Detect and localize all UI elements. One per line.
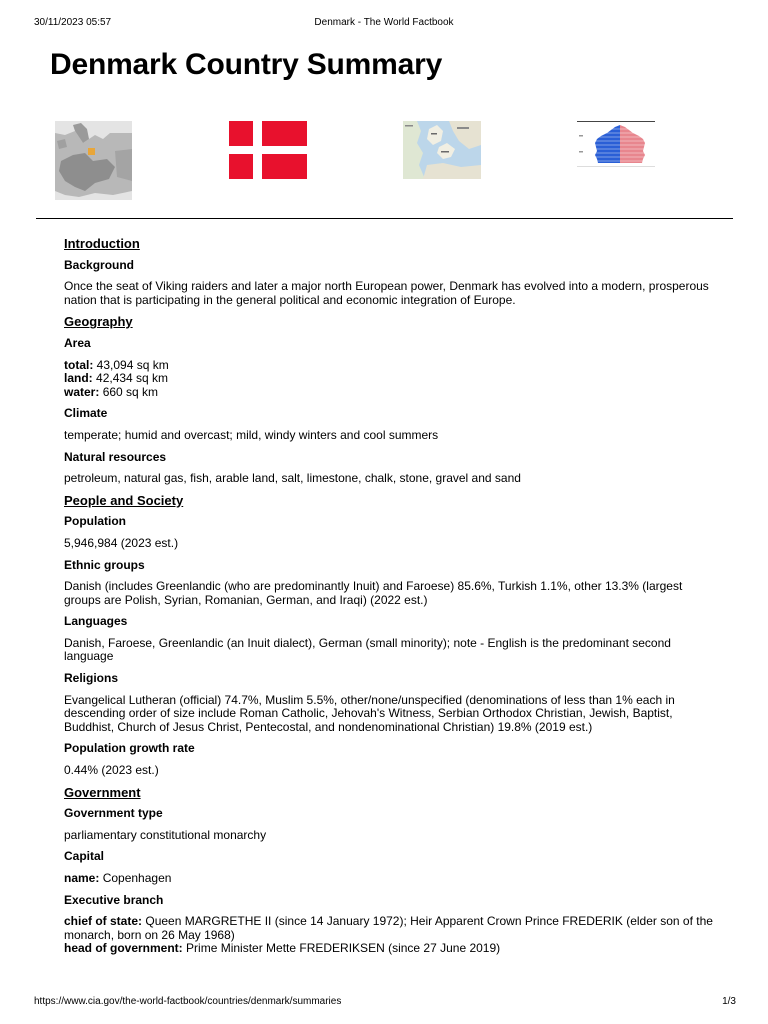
executive-text <box>64 915 714 956</box>
flag-link[interactable] <box>229 121 307 179</box>
denmark-reference-map-icon <box>403 121 481 179</box>
population-pyramid-icon <box>577 121 655 167</box>
print-header <box>0 17 768 31</box>
languages-text: Danish, Faroese, Greenlandic (an Inuit dialect), German (small minority); note - English is the predominant second language <box>64 635 671 664</box>
print-url: https://www.cia.gov/the-world-factbook/countries/denmark/summaries <box>34 996 342 1007</box>
print-doc-title: Denmark - The World Factbook <box>314 17 454 28</box>
chief-of-state: chief of state: Queen MARGRETHE II (since 14 January 1972); Heir Apparent Crown Prince FREDERIK (elder son of the monarch, born on 26 May 1968) <box>64 914 713 942</box>
population-text: 5,946,984 (2023 est.) <box>64 535 179 550</box>
capital-name: name: Copenhagen <box>64 871 172 885</box>
section-geography-title: Geography <box>64 314 133 330</box>
government-type-text: parliamentary constitutional monarchy <box>64 827 267 842</box>
head-of-government: head of government: Prime Minister Mette FREDERIKSEN (since 27 June 2019) <box>64 941 501 956</box>
europe-locator-map-icon <box>55 121 132 200</box>
section-people-title: People and Society <box>64 492 184 508</box>
section-introduction-title: Introduction <box>64 236 140 251</box>
government-type-label: Government type <box>64 806 163 821</box>
locator-map-link[interactable] <box>55 121 132 200</box>
area-label: Area <box>64 335 91 350</box>
page-number: 1/3 <box>722 996 736 1007</box>
ethnic-label: Ethnic groups <box>64 557 145 572</box>
growth-label: Population growth rate <box>64 741 195 756</box>
capital-label: Capital <box>64 849 105 864</box>
area-water: water: 660 sq km <box>64 384 159 399</box>
area-total: total: 43,094 sq km <box>64 357 169 372</box>
growth-text: 0.44% (2023 est.) <box>64 763 159 778</box>
denmark-flag-icon <box>229 121 307 179</box>
reference-map-link[interactable] <box>403 121 481 179</box>
resources-text: petroleum, natural gas, fish, arable land, salt, limestone, chalk, stone, gravel and sand <box>64 471 521 486</box>
header-divider <box>36 218 733 219</box>
print-datetime: 30/11/2023 05:57 <box>34 17 112 28</box>
ethnic-text: Danish (includes Greenlandic (who are predominantly Inuit) and Faroese) 85.6%, Turkish 1.1%, other 13.3% (largest groups are Polish, Syrian, Romanian, German, and Iraqi) (2022 est.) <box>64 579 683 607</box>
background-text: Once the seat of Viking raiders and later a major north European power, Denmark has evolved into a modern, prosperous nation that is participating in the general political and economic integration of Europe. <box>64 279 709 307</box>
climate-label: Climate <box>64 406 108 421</box>
page-title-rest: Country Summary <box>185 48 443 81</box>
area-land: land: 42,434 sq km <box>64 371 169 386</box>
population-pyramid-link[interactable] <box>577 121 655 167</box>
religions-text: Evangelical Lutheran (official) 74.7%, Muslim 5.5%, other/none/unspecified (denominations of less than 1% each in descending order of size include Roman Catholic, Jehovah's Witness, Serbian Orthodox Christian, Jewish, Baptist, Buddhist, Church of Jesus Christ, Pentecostal, and nondenominational Christian) 19.8% (2019 est.) <box>64 692 675 734</box>
executive-label: Executive branch <box>64 892 164 907</box>
image-strip <box>0 121 768 201</box>
summary-content <box>64 237 714 964</box>
climate-text: temperate; humid and overcast; mild, windy winters and cool summers <box>64 427 439 442</box>
area-values <box>64 359 714 400</box>
religions-label: Religions <box>64 671 119 686</box>
population-label: Population <box>64 514 126 529</box>
page-title <box>50 48 442 82</box>
languages-label: Languages <box>64 614 128 629</box>
background-label: Background <box>64 257 135 272</box>
page-title-country: Denmark <box>50 48 177 81</box>
resources-label: Natural resources <box>64 449 167 464</box>
section-government-title: Government <box>64 784 141 800</box>
